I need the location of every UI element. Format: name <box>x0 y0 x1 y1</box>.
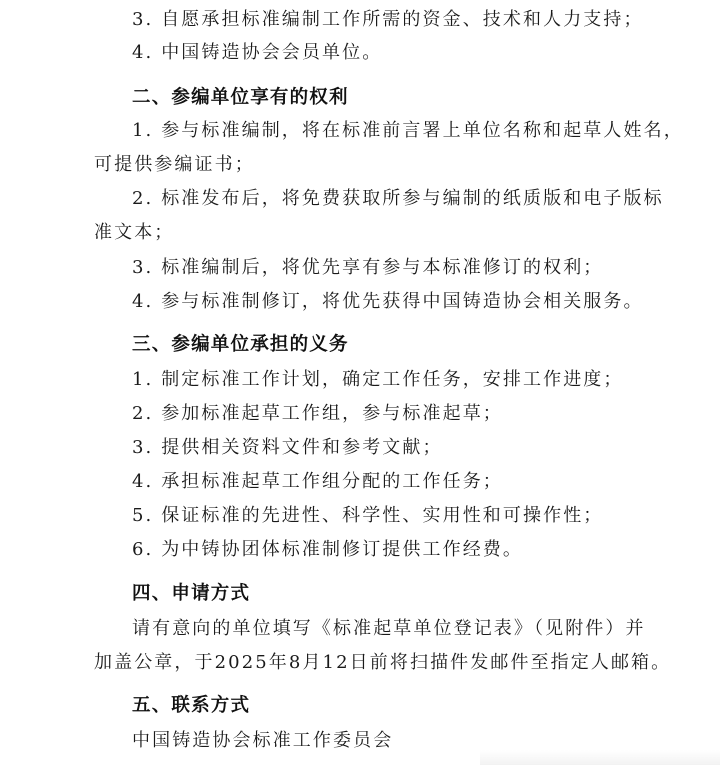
qualification-item-3: 3. 自愿承担标准编制工作所需的资金、技术和人力支持； <box>132 9 644 30</box>
rights-item-2-line-2: 准文本； <box>94 222 175 243</box>
rights-item-2-line-1: 2. 标准发布后，将免费获取所参与编制的纸质版和电子版标 <box>132 188 664 209</box>
obligations-item-6: 6. 为中铸协团体标准制修订提供工作经费。 <box>132 539 523 560</box>
rights-item-3: 3. 标准编制后，将优先享有参与本标准修订的权利； <box>132 257 604 278</box>
obligations-item-1: 1. 制定标准工作计划，确定工作任务，安排工作进度； <box>132 369 624 390</box>
application-paragraph-line-1: 请有意向的单位填写《标准起草单位登记表》（见附件）并 <box>132 618 646 639</box>
qualification-item-4: 4. 中国铸造协会会员单位。 <box>132 42 383 63</box>
section-heading-application: 四、申请方式 <box>132 583 251 604</box>
section-heading-rights: 二、参编单位享有的权利 <box>132 87 349 108</box>
obligations-item-3: 3. 提供相关资料文件和参考文献； <box>132 437 443 458</box>
obligations-item-2: 2. 参加标准起草工作组，参与标准起草； <box>132 403 503 424</box>
rights-item-1-line-2: 可提供参编证书； <box>94 154 255 175</box>
rights-item-1-line-1: 1. 参与标准编制，将在标准前言署上单位名称和起草人姓名， <box>132 120 684 141</box>
section-heading-obligations: 三、参编单位承担的义务 <box>132 334 349 355</box>
application-paragraph-line-2: 加盖公章，于2025年8月12日前将扫描件发邮件至指定人邮箱。 <box>94 652 672 673</box>
section-heading-contact: 五、联系方式 <box>132 695 251 716</box>
obligations-item-5: 5. 保证标准的先进性、科学性、实用性和可操作性； <box>132 505 604 526</box>
rights-item-4: 4. 参与标准制修订，将优先获得中国铸造协会相关服务。 <box>132 291 644 312</box>
contact-organization: 中国铸造协会标准工作委员会 <box>132 730 394 751</box>
obligations-item-4: 4. 承担标准起草工作组分配的工作任务； <box>132 471 503 492</box>
page-edge-shadow <box>480 750 720 765</box>
